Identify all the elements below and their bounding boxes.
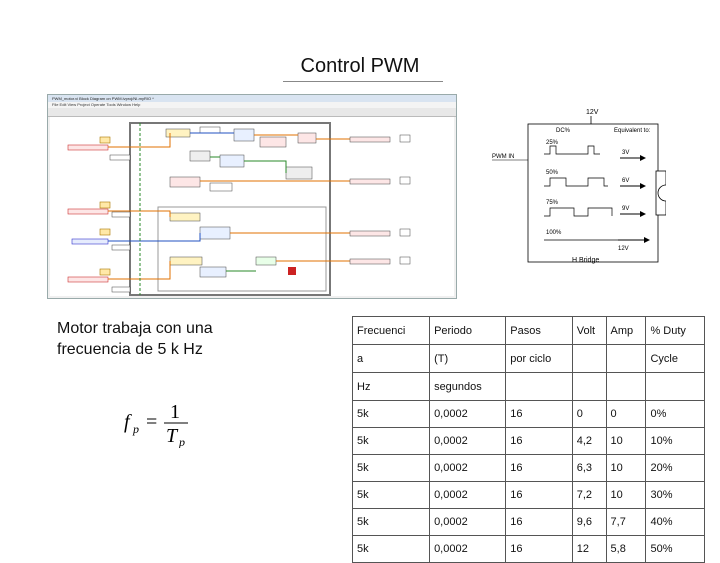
motor-note bbox=[57, 318, 307, 360]
table-header-row bbox=[353, 373, 705, 401]
table-header-row bbox=[353, 317, 705, 345]
table-cell: 5k bbox=[353, 509, 430, 536]
table-cell: 10 bbox=[606, 482, 646, 509]
table-cell: 9,6 bbox=[572, 509, 606, 536]
header-cell: Periodo bbox=[430, 317, 506, 345]
table-cell: 10 bbox=[606, 455, 646, 482]
table-cell: 7,7 bbox=[606, 509, 646, 536]
table-cell: 0 bbox=[572, 401, 606, 428]
table-cell: 0,0002 bbox=[430, 428, 506, 455]
labview-toolbar bbox=[48, 108, 456, 117]
supply-12v-label: 12V bbox=[586, 109, 599, 116]
table-cell: 16 bbox=[506, 482, 572, 509]
dc-50: 50% bbox=[546, 170, 559, 176]
table-cell: 16 bbox=[506, 428, 572, 455]
table-cell: 0,0002 bbox=[430, 536, 506, 563]
table-cell: 5k bbox=[353, 455, 430, 482]
table-cell: 5k bbox=[353, 482, 430, 509]
table-cell: 0,0002 bbox=[430, 401, 506, 428]
formula-equals: = bbox=[146, 411, 158, 433]
header-cell: Frecuenci bbox=[353, 317, 430, 345]
pwm-table bbox=[352, 316, 705, 563]
header-cell bbox=[646, 373, 705, 401]
motor-note-line1: Motor trabaja con una bbox=[57, 320, 213, 337]
table-cell: 16 bbox=[506, 455, 572, 482]
stop-icon bbox=[288, 267, 296, 275]
formula-numerator: 1 bbox=[170, 401, 180, 423]
table-row bbox=[353, 401, 705, 428]
formula-f: f bbox=[124, 411, 130, 433]
table-cell: 5k bbox=[353, 401, 430, 428]
formula-T-sub: p bbox=[179, 435, 185, 448]
table-cell: 16 bbox=[506, 509, 572, 536]
slide-title: Control PWM bbox=[300, 55, 420, 77]
header-cell bbox=[606, 373, 646, 401]
h-bridge-diagram bbox=[488, 106, 666, 270]
formula-T: T bbox=[166, 425, 178, 447]
table-cell: 0,0002 bbox=[430, 455, 506, 482]
header-cell bbox=[572, 345, 606, 373]
header-cell bbox=[572, 373, 606, 401]
labview-block-diagram bbox=[50, 117, 454, 296]
header-cell: Cycle bbox=[646, 345, 705, 373]
header-cell: Pasos bbox=[506, 317, 572, 345]
table-cell: 4,2 bbox=[572, 428, 606, 455]
equivalent-column-label: Equivalent to: bbox=[614, 128, 651, 134]
table-cell: 5k bbox=[353, 536, 430, 563]
table-row bbox=[353, 428, 705, 455]
table-cell: 0,0002 bbox=[430, 509, 506, 536]
table-cell: 12 bbox=[572, 536, 606, 563]
frequency-formula bbox=[122, 398, 202, 448]
dc-column-label: DC% bbox=[556, 128, 571, 134]
table-cell: 0 bbox=[606, 401, 646, 428]
table-cell: 16 bbox=[506, 401, 572, 428]
title-underline bbox=[283, 81, 443, 82]
table-cell: 0,0002 bbox=[430, 482, 506, 509]
table-cell: 10 bbox=[606, 428, 646, 455]
v-12: 12V bbox=[618, 246, 629, 252]
table-cell: 50% bbox=[646, 536, 705, 563]
header-cell bbox=[606, 345, 646, 373]
table-cell: 5k bbox=[353, 428, 430, 455]
labview-screenshot bbox=[47, 94, 457, 299]
table-row bbox=[353, 455, 705, 482]
table-cell: 20% bbox=[646, 455, 705, 482]
header-cell: Hz bbox=[353, 373, 430, 401]
header-cell: a bbox=[353, 345, 430, 373]
labview-window-title: PWM_motor.vi Block Diagram on PWM.lvproj/NI-myRIO * bbox=[48, 95, 456, 102]
header-cell bbox=[506, 373, 572, 401]
table-cell: 40% bbox=[646, 509, 705, 536]
block-diagram-drawing bbox=[50, 117, 454, 297]
header-cell: Volt bbox=[572, 317, 606, 345]
table-cell: 10% bbox=[646, 428, 705, 455]
v-9: 9V bbox=[622, 206, 630, 212]
motor-note-line2: frecuencia de 5 k Hz bbox=[57, 341, 203, 358]
table-cell: 6,3 bbox=[572, 455, 606, 482]
h-bridge-label: H Bridge bbox=[572, 257, 600, 264]
dc-75: 75% bbox=[546, 200, 559, 206]
table-row bbox=[353, 482, 705, 509]
table-cell: 16 bbox=[506, 536, 572, 563]
table-header-row bbox=[353, 345, 705, 373]
table-cell: 7,2 bbox=[572, 482, 606, 509]
header-cell: segundos bbox=[430, 373, 506, 401]
table-cell: 0% bbox=[646, 401, 705, 428]
v-3: 3V bbox=[622, 150, 630, 156]
header-cell: por ciclo bbox=[506, 345, 572, 373]
labview-menu-bar: File Edit View Project Operate Tools Window Help bbox=[48, 102, 456, 108]
formula-f-sub: p bbox=[133, 422, 139, 436]
header-cell: % Duty bbox=[646, 317, 705, 345]
dc-100: 100% bbox=[546, 230, 562, 236]
v-6: 6V bbox=[622, 178, 630, 184]
header-cell: (T) bbox=[430, 345, 506, 373]
table-cell: 30% bbox=[646, 482, 705, 509]
dc-25: 25% bbox=[546, 140, 559, 146]
header-cell: Amp bbox=[606, 317, 646, 345]
pwm-in-label: PWM IN bbox=[492, 154, 515, 160]
table-row bbox=[353, 509, 705, 536]
table-cell: 5,8 bbox=[606, 536, 646, 563]
